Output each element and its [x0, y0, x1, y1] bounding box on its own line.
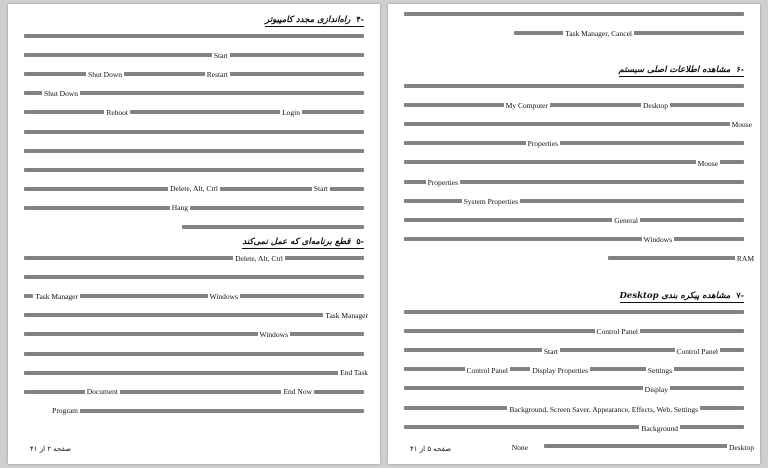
text-line: [24, 352, 364, 356]
section-title: راه‌اندازی مجدد کامپیوتر: [265, 15, 351, 25]
latin-term: Windows: [643, 235, 672, 244]
latin-term: Start: [313, 184, 328, 193]
latin-term: Settings: [647, 366, 672, 375]
page-footer: صفحه ۵ از ۴۱: [410, 445, 452, 453]
text-line: [404, 425, 744, 429]
section-number: -۴: [356, 14, 364, 24]
latin-term: Hang: [171, 203, 188, 212]
latin-term: My Computer: [505, 101, 548, 110]
text-line: [404, 84, 744, 88]
text-line: [544, 444, 744, 448]
text-line: [24, 313, 364, 317]
latin-term: Task Manager: [325, 311, 368, 320]
text-line: [404, 310, 744, 314]
latin-term: Control Panel: [676, 347, 718, 356]
section-number: -۵: [356, 236, 364, 246]
text-line: [24, 168, 364, 172]
text-line: [404, 122, 744, 126]
left-page: [8, 4, 380, 464]
latin-term: Background: [641, 424, 678, 433]
latin-term: System Properties: [463, 197, 518, 206]
text-line: [404, 160, 744, 164]
text-line: [24, 371, 364, 375]
latin-term: Start: [213, 51, 228, 60]
latin-term: Reboot: [106, 108, 128, 117]
latin-term: Desktop: [643, 101, 668, 110]
latin-term: Properties: [527, 139, 558, 148]
latin-term: Control Panel: [596, 327, 638, 336]
latin-term: Start: [543, 347, 558, 356]
latin-term: Login: [282, 108, 300, 117]
latin-term: Desktop: [729, 443, 754, 452]
section-title: مشاهده پیکره بندی Desktop: [619, 291, 731, 301]
page-footer: صفحه ۲ از ۴۱: [30, 445, 72, 453]
section-title: قطع برنامه‌ای که عمل نمی‌کند: [242, 237, 351, 247]
latin-term: Display: [644, 385, 668, 394]
latin-term: Windows: [209, 292, 238, 301]
latin-term: General: [614, 216, 638, 225]
latin-term: Document: [86, 387, 118, 396]
text-line: [24, 130, 364, 134]
text-line: [24, 34, 364, 38]
latin-term: End Now: [283, 387, 312, 396]
latin-term: Windows: [259, 330, 288, 339]
latin-term: Delete, Alt, Ctrl: [235, 254, 283, 263]
text-line: [404, 12, 744, 16]
latin-term: Mouse: [731, 120, 752, 129]
section-heading: [619, 64, 744, 77]
section-number: -۶: [736, 64, 744, 74]
latin-term: Shut Down: [44, 89, 78, 98]
section-heading: [265, 14, 364, 27]
latin-term: RAM: [736, 254, 754, 263]
latin-term: Display Properties: [532, 366, 588, 375]
text-line: [608, 256, 744, 260]
latin-term: Control Panel: [466, 366, 508, 375]
latin-term: Task Manager, Cancel: [565, 29, 632, 38]
latin-term: Mouse: [697, 159, 718, 168]
text-line: [24, 149, 364, 153]
latin-term: None: [511, 443, 528, 452]
latin-term: Task Manager: [35, 292, 78, 301]
text-line: [182, 225, 364, 229]
latin-term: Background, Screen Saver, Appearance, Effects, Web, Settings: [509, 405, 698, 414]
section-heading: [620, 290, 744, 303]
text-line: [24, 275, 364, 279]
section-number: -۷: [736, 290, 744, 300]
latin-term: End Task: [340, 368, 368, 377]
section-title: مشاهده اطلاعات اصلی سیستم: [618, 65, 731, 75]
latin-term: Restart: [206, 70, 228, 79]
latin-term: Shut Down: [88, 70, 122, 79]
latin-term: Delete, Alt, Ctrl: [170, 184, 218, 193]
latin-term: Program: [52, 406, 78, 415]
section-heading: [242, 236, 364, 249]
text-line: [54, 409, 364, 413]
latin-term: Properties: [427, 178, 458, 187]
text-line: [404, 386, 744, 390]
right-page: [388, 4, 760, 464]
